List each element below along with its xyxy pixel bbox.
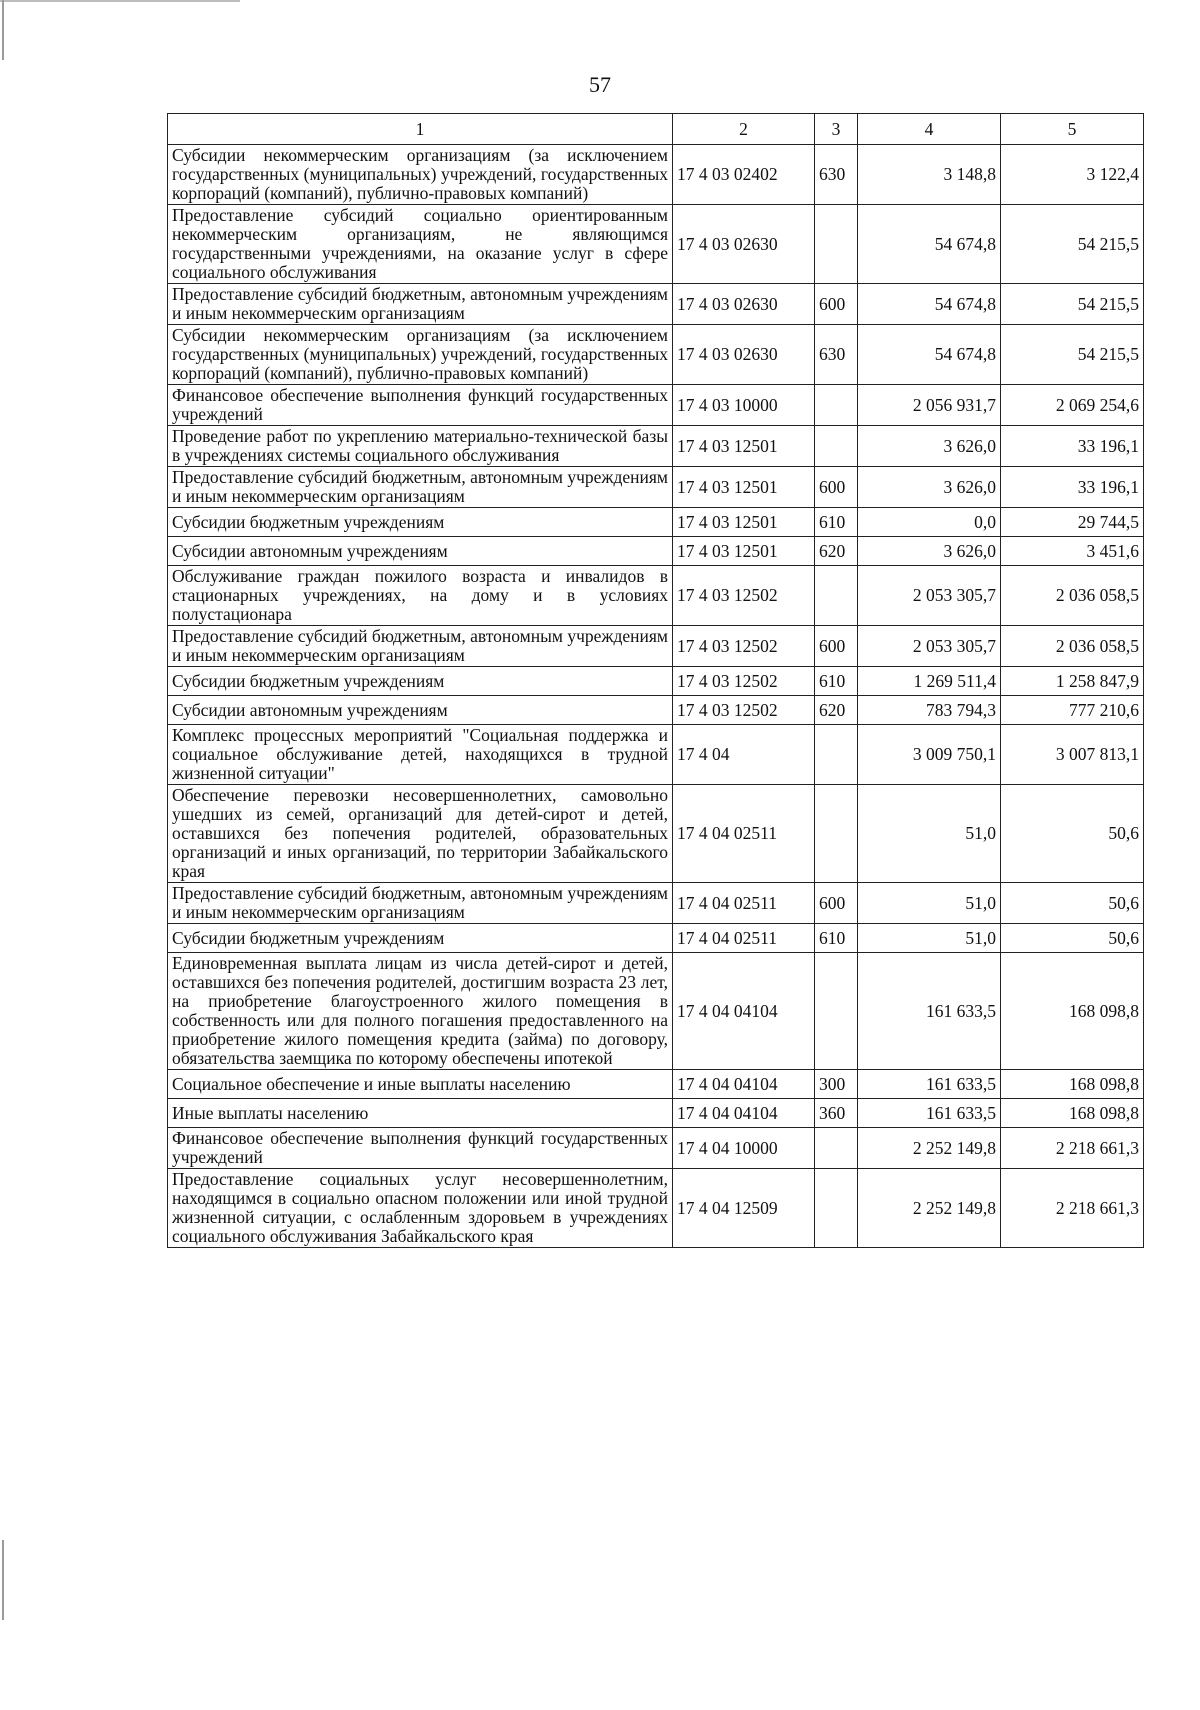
row-name: Иные выплаты населению [168, 1099, 673, 1128]
row-type [815, 1128, 858, 1169]
row-sum-5: 777 210,6 [1001, 696, 1144, 725]
row-type: 600 [815, 626, 858, 667]
row-name: Предоставление субсидий бюджетным, автономным учреждениям и иным некоммерческим организациям [168, 883, 673, 924]
table-row [168, 426, 1144, 467]
row-type [815, 385, 858, 426]
row-type [815, 785, 858, 883]
row-sum-4: 783 794,3 [858, 696, 1001, 725]
row-code: 17 4 04 02511 [673, 883, 815, 924]
row-type: 620 [815, 696, 858, 725]
row-sum-4: 161 633,5 [858, 953, 1001, 1070]
row-name: Социальное обеспечение и иные выплаты населению [168, 1070, 673, 1099]
table-row [168, 537, 1144, 566]
table-row [168, 467, 1144, 508]
table-header-row [168, 114, 1144, 145]
row-sum-4: 3 626,0 [858, 426, 1001, 467]
table-row [168, 325, 1144, 385]
row-sum-4: 3 626,0 [858, 467, 1001, 508]
table-row [168, 205, 1144, 284]
row-sum-5: 50,6 [1001, 785, 1144, 883]
row-code: 17 4 03 12502 [673, 566, 815, 626]
row-sum-5: 2 036 058,5 [1001, 566, 1144, 626]
row-sum-5: 50,6 [1001, 883, 1144, 924]
row-code: 17 4 04 02511 [673, 785, 815, 883]
row-code: 17 4 03 12501 [673, 426, 815, 467]
row-sum-5: 29 744,5 [1001, 508, 1144, 537]
row-sum-4: 3 009 750,1 [858, 725, 1001, 785]
row-sum-5: 50,6 [1001, 924, 1144, 953]
row-sum-5: 2 036 058,5 [1001, 626, 1144, 667]
table-row [168, 924, 1144, 953]
row-sum-4: 54 674,8 [858, 205, 1001, 284]
row-code: 17 4 03 02630 [673, 325, 815, 385]
column-header-4: 4 [858, 114, 1001, 145]
row-sum-5: 2 218 661,3 [1001, 1169, 1144, 1248]
table-row [168, 385, 1144, 426]
column-header-2: 2 [673, 114, 815, 145]
row-name: Комплекс процессных мероприятий "Социальная поддержка и социальное обслуживание детей, находящихся в трудной жизненной ситуации" [168, 725, 673, 785]
row-sum-5: 2 069 254,6 [1001, 385, 1144, 426]
row-type: 600 [815, 467, 858, 508]
table-row [168, 145, 1144, 205]
row-type: 610 [815, 667, 858, 696]
row-sum-5: 54 215,5 [1001, 325, 1144, 385]
row-sum-5: 54 215,5 [1001, 284, 1144, 325]
row-type [815, 725, 858, 785]
row-name: Предоставление субсидий бюджетным, автономным учреждениям и иным некоммерческим организациям [168, 626, 673, 667]
table-row [168, 1128, 1144, 1169]
row-name: Субсидии некоммерческим организациям (за исключением государственных (муниципальных) учреждений, государственных корпораций (компаний), публично-правовых компаний) [168, 325, 673, 385]
row-name: Предоставление субсидий социально ориентированным некоммерческим организациям, не являющимся государственными учреждениями, на оказание услуг в сфере социального обслуживания [168, 205, 673, 284]
row-name: Субсидии некоммерческим организациям (за исключением государственных (муниципальных) учреждений, государственных корпораций (компаний), публично-правовых компаний) [168, 145, 673, 205]
row-code: 17 4 04 04104 [673, 953, 815, 1070]
scan-edge-top [0, 0, 240, 5]
row-code: 17 4 03 02630 [673, 284, 815, 325]
row-sum-4: 2 252 149,8 [858, 1169, 1001, 1248]
row-sum-4: 54 674,8 [858, 284, 1001, 325]
row-sum-4: 2 252 149,8 [858, 1128, 1001, 1169]
table-row [168, 667, 1144, 696]
row-type: 610 [815, 508, 858, 537]
row-type: 600 [815, 883, 858, 924]
row-sum-5: 33 196,1 [1001, 426, 1144, 467]
table-row [168, 725, 1144, 785]
row-code: 17 4 03 02402 [673, 145, 815, 205]
row-code: 17 4 03 12501 [673, 537, 815, 566]
row-sum-4: 2 053 305,7 [858, 566, 1001, 626]
row-name: Субсидии автономным учреждениям [168, 537, 673, 566]
row-sum-5: 2 218 661,3 [1001, 1128, 1144, 1169]
row-sum-5: 33 196,1 [1001, 467, 1144, 508]
table-row [168, 284, 1144, 325]
row-sum-4: 3 148,8 [858, 145, 1001, 205]
column-header-3: 3 [815, 114, 858, 145]
budget-table [167, 113, 1144, 1248]
row-sum-4: 161 633,5 [858, 1070, 1001, 1099]
table-row [168, 566, 1144, 626]
row-code: 17 4 03 12501 [673, 508, 815, 537]
row-code: 17 4 04 12509 [673, 1169, 815, 1248]
page-number: 57 [589, 72, 611, 97]
row-sum-5: 3 007 813,1 [1001, 725, 1144, 785]
row-code: 17 4 03 10000 [673, 385, 815, 426]
row-code: 17 4 04 10000 [673, 1128, 815, 1169]
row-code: 17 4 04 04104 [673, 1099, 815, 1128]
row-code: 17 4 03 02630 [673, 205, 815, 284]
row-name: Субсидии автономным учреждениям [168, 696, 673, 725]
row-sum-4: 0,0 [858, 508, 1001, 537]
row-sum-4: 54 674,8 [858, 325, 1001, 385]
row-sum-5: 168 098,8 [1001, 1070, 1144, 1099]
row-sum-4: 51,0 [858, 924, 1001, 953]
column-header-5: 5 [1001, 114, 1144, 145]
row-sum-5: 54 215,5 [1001, 205, 1144, 284]
row-sum-5: 3 451,6 [1001, 537, 1144, 566]
table-row [168, 696, 1144, 725]
row-name: Финансовое обеспечение выполнения функций государственных учреждений [168, 1128, 673, 1169]
row-name: Обеспечение перевозки несовершеннолетних, самовольно ушедших из семей, организаций для детей-сирот и детей, оставшихся без попечения родителей, образовательных организаций и иных организаций, по территории Забайкальского края [168, 785, 673, 883]
row-name: Субсидии бюджетным учреждениям [168, 508, 673, 537]
row-code: 17 4 04 02511 [673, 924, 815, 953]
row-name: Проведение работ по укреплению материально-технической базы в учреждениях системы социального обслуживания [168, 426, 673, 467]
row-name: Обслуживание граждан пожилого возраста и инвалидов в стационарных учреждениях, на дому и в условиях полустационара [168, 566, 673, 626]
row-code: 17 4 03 12502 [673, 696, 815, 725]
row-name: Субсидии бюджетным учреждениям [168, 924, 673, 953]
row-name: Предоставление субсидий бюджетным, автономным учреждениям и иным некоммерческим организациям [168, 284, 673, 325]
row-type: 630 [815, 325, 858, 385]
row-sum-5: 168 098,8 [1001, 953, 1144, 1070]
row-code: 17 4 03 12502 [673, 626, 815, 667]
table-row [168, 883, 1144, 924]
row-name: Субсидии бюджетным учреждениям [168, 667, 673, 696]
row-sum-4: 51,0 [858, 785, 1001, 883]
row-sum-4: 2 053 305,7 [858, 626, 1001, 667]
row-name: Предоставление субсидий бюджетным, автономным учреждениям и иным некоммерческим организациям [168, 467, 673, 508]
scan-edge-left [2, 0, 4, 1710]
row-code: 17 4 04 [673, 725, 815, 785]
table-row [168, 1099, 1144, 1128]
row-type: 620 [815, 537, 858, 566]
row-sum-4: 3 626,0 [858, 537, 1001, 566]
table-body [168, 145, 1144, 1248]
row-sum-4: 1 269 511,4 [858, 667, 1001, 696]
row-type: 630 [815, 145, 858, 205]
row-name: Предоставление социальных услуг несовершеннолетним, находящимся в социально опасном положении или иной трудной жизненной ситуации, с ослабленным здоровьем в учреждениях социального обслуживания Забайкальского края [168, 1169, 673, 1248]
row-sum-5: 1 258 847,9 [1001, 667, 1144, 696]
row-code: 17 4 03 12502 [673, 667, 815, 696]
column-header-1: 1 [168, 114, 673, 145]
row-name: Финансовое обеспечение выполнения функций государственных учреждений [168, 385, 673, 426]
row-type [815, 205, 858, 284]
row-sum-4: 2 056 931,7 [858, 385, 1001, 426]
table-row [168, 953, 1144, 1070]
row-type: 300 [815, 1070, 858, 1099]
row-type [815, 566, 858, 626]
row-sum-5: 3 122,4 [1001, 145, 1144, 205]
row-code: 17 4 04 04104 [673, 1070, 815, 1099]
row-name: Единовременная выплата лицам из числа детей-сирот и детей, оставшихся без попечения родителей, достигшим возраста 23 лет, на приобретение благоустроенного жилого помещения в собственность или для полного погашения предоставленного на приобретение жилого помещения кредита (займа) по договору, обязательства заемщика по которому обеспечены ипотекой [168, 953, 673, 1070]
table-row [168, 1070, 1144, 1099]
row-type [815, 426, 858, 467]
row-type: 610 [815, 924, 858, 953]
row-sum-4: 51,0 [858, 883, 1001, 924]
row-sum-4: 161 633,5 [858, 1099, 1001, 1128]
row-code: 17 4 03 12501 [673, 467, 815, 508]
row-type [815, 1169, 858, 1248]
table-row [168, 785, 1144, 883]
table-row [168, 626, 1144, 667]
row-sum-5: 168 098,8 [1001, 1099, 1144, 1128]
row-type [815, 953, 858, 1070]
row-type: 600 [815, 284, 858, 325]
table-row [168, 508, 1144, 537]
table-row [168, 1169, 1144, 1248]
row-type: 360 [815, 1099, 858, 1128]
